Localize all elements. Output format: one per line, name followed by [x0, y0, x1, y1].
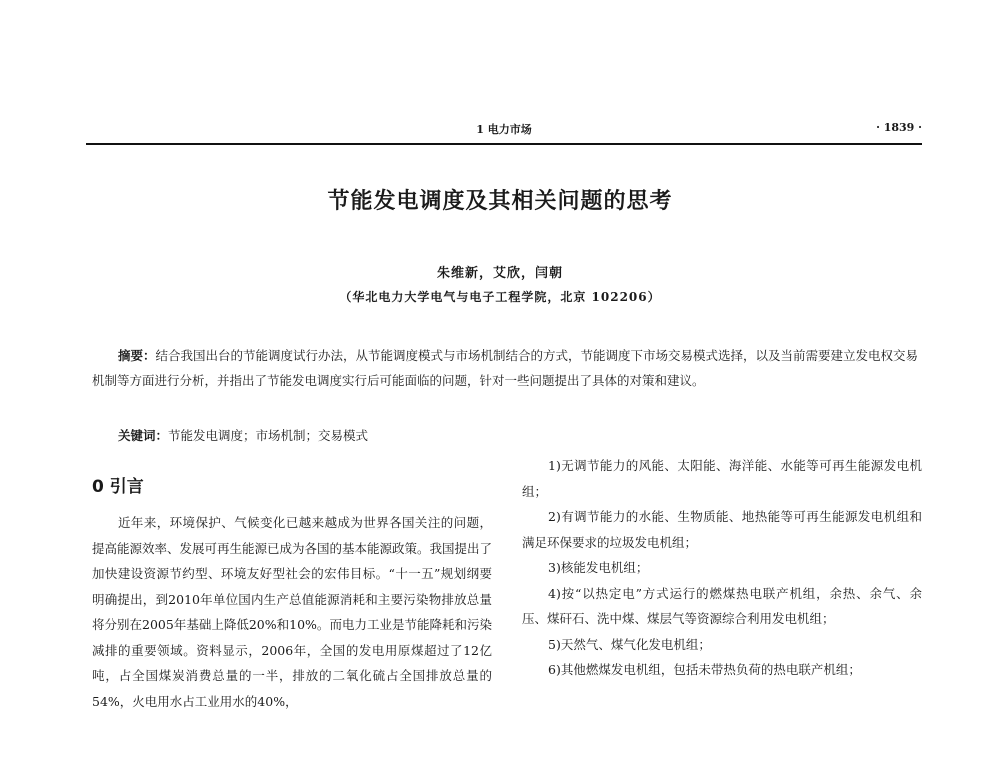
- running-header: [86, 121, 922, 139]
- list-item: 2)有调节能力的水能、生物质能、地热能等可再生能源发电机组和满足环保要求的垃圾发电机组；: [522, 509, 922, 550]
- section-heading: 0 引言: [92, 477, 144, 497]
- keywords-label: 关键词：: [118, 428, 169, 443]
- article-title: 节能发电调度及其相关问题的思考: [327, 189, 673, 214]
- abstract-text: 结合我国出台的节能调度试行办法，从节能调度模式与市场机制结合的方式，节能调度下市场交易模式选择，以及当前需要建立发电权交易机制等方面进行分析，并指出了节能发电调度实行后可能面临的问题，针对一些问题提出了具体的对策和建议。: [92, 348, 919, 388]
- keywords-text: 节能发电调度；市场机制；交易模式: [168, 428, 369, 443]
- article-authors: 朱维新，艾欣，闫朝: [436, 266, 563, 281]
- keywords: [118, 426, 368, 444]
- list-item: 6)其他燃煤发电机组，包括未带热负荷的热电联产机组；: [548, 662, 861, 677]
- abstract-label: 摘要：: [118, 348, 156, 363]
- header-page-number: · 1839 ·: [876, 121, 922, 134]
- header-section-title: 1 电力市场: [476, 123, 532, 136]
- list-item: 1)无调节能力的风能、太阳能、海洋能、水能等可再生能源发电机组；: [522, 458, 922, 499]
- intro-paragraph: 近年来，环境保护、气候变化已越来越成为世界各国关注的问题，提高能源效率、发展可再生能源已成为各国的基本能源政策。我国提出了加快建设资源节约型、环境友好型社会的宏伟目标。“十一五”规划纲要明确提出，到2010年单位国内生产总值能源消耗和主要污染物排放总量将分别在2005年基础上降低20%和10%。而电力工业是节能降耗和污染减排的重要领域。资料显示，2006年，全国的发电用原煤超过了12亿吨，占全国煤炭消费总量的一半，排放的二氧化硫占全国排放总量的54%，火电用水占工业用水的40%，: [92, 515, 493, 709]
- article-affiliation: （华北电力大学电气与电子工程学院，北京 102206）: [339, 290, 661, 304]
- abstract: [92, 343, 922, 393]
- list-item: 4)按“以热定电”方式运行的燃煤热电联产机组，余热、余气、余压、煤矸石、洗中煤、煤层气等资源综合利用发电机组；: [522, 585, 922, 626]
- list-item: 5)天然气、煤气化发电机组；: [548, 636, 711, 652]
- header-rule: [86, 143, 922, 145]
- list-item: 3)核能发电机组；: [548, 560, 649, 575]
- generator-priority-list: [522, 453, 922, 683]
